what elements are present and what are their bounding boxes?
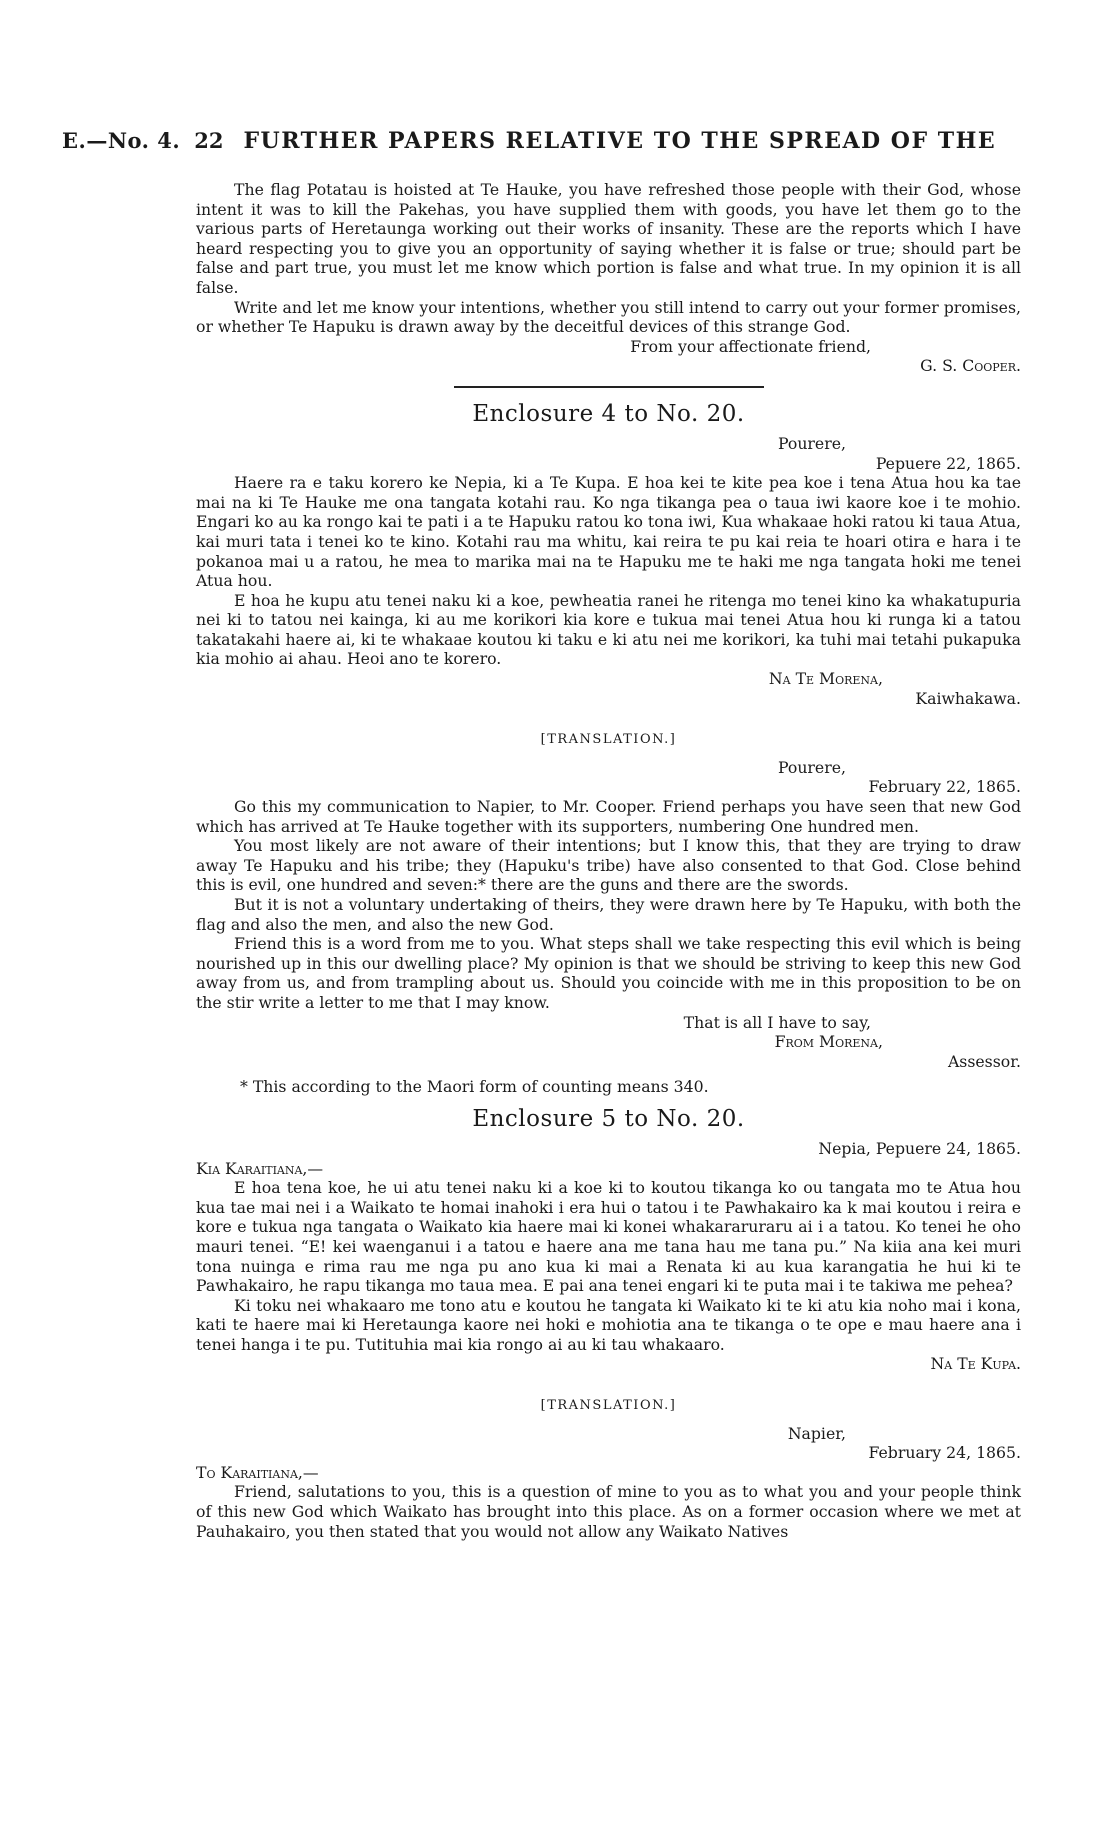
page-number: 22: [194, 128, 224, 153]
enclosure-5-paragraph-2: Ki toku nei whakaaro me tono atu e koutou he tangata ki Waikato ki te ki atu kia noho mai i kona, kati te haere mai ki Heretaunga kaore nei hoki e mohiotia ana te tikanga o te ope e mau haere ana i tenei hanga i te pu. Tutituhia mai kia rongo ai au ki tau whakaaro.: [196, 1295, 1021, 1354]
translation-4-signature: From Morena,: [774, 1032, 883, 1052]
translation-4-closing: That is all I have to say,: [683, 1012, 871, 1032]
translation-5-paragraph-1: Friend, salutations to you, this is a question of mine to you as to what you and your people think of this new God which Waikato has brought into this place. As on a former occasion where we met at Pauhakairo, you then stated that you would not allow any Waikato Natives: [196, 1482, 1021, 1541]
translation-4-date: February 22, 1865.: [868, 777, 1021, 797]
cooper-closing: From your affectionate friend,: [630, 336, 871, 356]
cooper-paragraph-1: The flag Potatau is hoisted at Te Hauke, you have refreshed those people with their God, whose intent it was to kill the Pakehas, you have supplied them with goods, you have let them go to the various parts of Heretaunga working out their works of insanity. These are the reports which I have heard respecting you to give you an opportunity of saying whether it is false or true; should part be false and part true, you must let me know which portion is false and what true. In my opinion it is all false.: [196, 180, 1021, 297]
translation-4-paragraph-3: But it is not a voluntary undertaking of theirs, they were drawn here by Te Hapuku, with both the flag and also the men, and also the new God.: [196, 895, 1021, 934]
enclosure-5-paragraph-1: E hoa tena koe, he ui atu tenei naku ki a koe ki to koutou tikanga ko ou tangata mo te Atua hou kua tae mai nei i a Waikato te homai inahoki i era hui o tatou i te Pawhakairo ka k mai koutou i reira e kore e tukua nga tangata o Waikato kia haere mai ki konei whakararuraru ai i a tatou. Ko tenei he oho mauri tenei. “E! kei waenganui i a tatou e haere ana me tana hau me tana pu.” Na kiia ana kei muri tona nuinga e rima rau me nga pu ano kua ki mai a Renata ki au kua karangatia he hui ki te Pawhakairo, he rapu tikanga mo taua mea. E pai ana tenei engari ki te puta mai i te takiwa me pehea?: [196, 1178, 1021, 1296]
page-header: [62, 128, 1022, 154]
translation-5-label: [TRANSLATION.]: [540, 1398, 677, 1414]
section-divider: [454, 386, 764, 388]
translation-4-paragraph-2: You most likely are not aware of their intentions; but I know this, that they are trying to draw away Te Hapuku and his tribe; they (Hapuku's tribe) have also consented to that God. Close behind this is evil, one hundred and seven:* there are the guns and there are the swords.: [196, 836, 1021, 895]
translation-4-place: Pourere,: [777, 757, 846, 777]
enclosure-5-heading: Enclosure 5 to No. 20.: [472, 1105, 745, 1132]
enclosure-4-signature: Na Te Morena,: [768, 669, 883, 689]
enclosure-4-date: Pepuere 22, 1865.: [875, 453, 1021, 473]
enclosure-4-role: Kaiwhakawa.: [915, 688, 1021, 708]
enclosure-5-place-date: Nepia, Pepuere 24, 1865.: [818, 1138, 1021, 1158]
translation-5-place: Napier,: [787, 1423, 846, 1443]
translation-4-paragraph-1: Go this my communication to Napier, to Mr. Cooper. Friend perhaps you have seen that new God which has arrived at Te Hauke together with its supporters, numbering One hundred men.: [196, 797, 1021, 836]
document-body: [196, 180, 1021, 1541]
translation-4-label: [TRANSLATION.]: [540, 732, 677, 748]
cooper-signature: G. S. Cooper.: [920, 356, 1021, 376]
enclosure-5-signature: Na Te Kupa.: [930, 1354, 1021, 1374]
footnote: * This according to the Maori form of counting means 340.: [240, 1077, 709, 1097]
enclosure-4-place: Pourere,: [777, 433, 846, 453]
enclosure-4-paragraph-2: E hoa he kupu atu tenei naku ki a koe, pewheatia ranei he ritenga mo tenei kino ka whakatupuria nei ki to tatou nei kainga, ki au me korikori kia kore e tukua mai tenei Atua hou ki runga ki a tatou takatakahi haere ai, ki te whakaae koutou ki taku e ki atu nei me korikori, ka tuhi mai tetahi pukapuka kia mohio ai ahau. Heoi ano te korero.: [196, 590, 1021, 669]
enclosure-5-salutation: Kia Karaitiana,—: [196, 1158, 324, 1178]
enclosure-4-paragraph-1: Haere ra e taku korero ke Nepia, ki a Te Kupa. E hoa kei te kite pea koe i tena Atua hou ka tae mai na ki Te Hauke me ona tangata kotahi rau. Ko nga tikanga pea o taua iwi kaore koe i te mohio. Engari ko au ka rongo kai te pati i a te Hapuku ratou ko tona iwi, Kua whakaae hoki ratou ki taua Atua, kai muri tata i tenei ko te kino. Kotahi rau ma whitu, kai reira te pu kai reia te hoari otira e hara i te pokanoa mai u a ratou, he mea to marika mai na te Hapuku me te haki me nga tangata hoki me tenei Atua hou.: [196, 473, 1021, 591]
cooper-paragraph-2: Write and let me know your intentions, whether you still intend to carry out your former promises, or whether Te Hapuku is drawn away by the deceitful devices of this strange God.: [196, 297, 1021, 337]
translation-4-paragraph-4: Friend this is a word from me to you. What steps shall we take respecting this evil which is being nourished up in this our dwelling place? My opinion is that we should be striving to keep this new God away from us, and from trampling about us. Should you coincide with me in this proposition to be on the stir write a letter to me that I may know.: [196, 934, 1021, 1012]
translation-5-salutation: To Karaitiana,—: [196, 1462, 319, 1482]
translation-5-date: February 24, 1865.: [868, 1443, 1021, 1463]
running-title: FURTHER PAPERS RELATIVE TO THE SPREAD OF THE: [243, 128, 997, 154]
document-reference: E.—No. 4.: [62, 128, 181, 153]
translation-4-role: Assessor.: [947, 1051, 1021, 1071]
enclosure-4-heading: Enclosure 4 to No. 20.: [472, 400, 745, 427]
